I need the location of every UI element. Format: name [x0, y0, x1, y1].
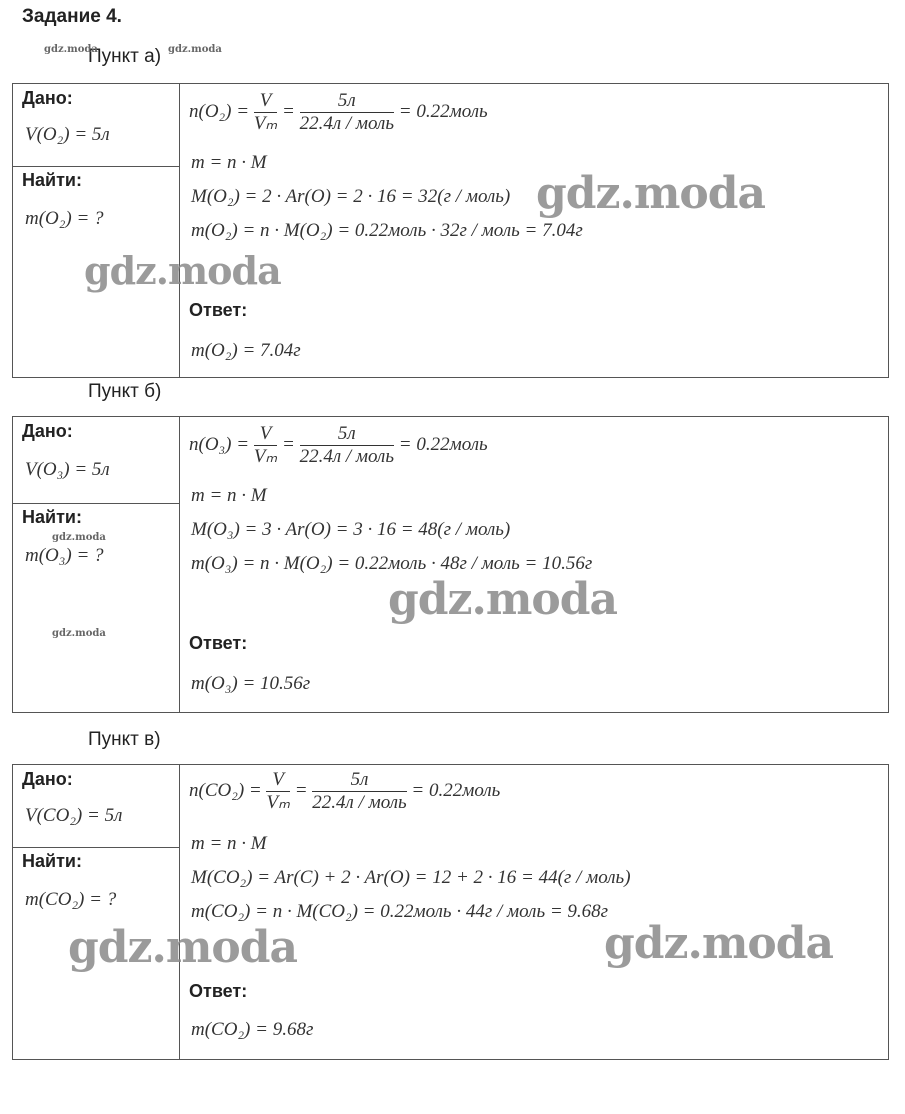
- watermark: gdz.moda: [84, 248, 281, 293]
- fraction-values: [312, 769, 406, 814]
- formula-molar-mass: M(O₂) = 2 · Ar(O) = 2 · 16 = 32(г / моль): [191, 186, 511, 207]
- formula-lhs: n(CO₂) =: [189, 779, 262, 801]
- formula-result: = 0.22моль: [411, 779, 501, 801]
- formula-molar-mass: M(CO₂) = Ar(C) + 2 · Ar(O) = 12 + 2 · 16 = 44(г / моль): [191, 867, 631, 888]
- given-label: Дано:: [22, 769, 73, 789]
- watermark: gdz.moda: [604, 918, 834, 969]
- fraction-numerator: 5л: [300, 423, 394, 446]
- punkt-a-label: Пункт а): [88, 46, 162, 67]
- given-label: Дано:: [22, 421, 73, 441]
- formula-calculation: m(CO₂) = n · M(CO₂) = 0.22моль · 44г / моль = 9.68г: [191, 901, 609, 922]
- formula-amount: n(O₃) = $\frac{V}{\text{Vₘ}}$ = $\frac{5л}{\text{22.4л / моль}}$ = 0.22моль: [189, 423, 488, 467]
- watermark: gdz.moda: [44, 44, 98, 55]
- answer-value: m(CO₂) = 9.68г: [191, 1019, 314, 1040]
- solution-block-b: [12, 416, 889, 713]
- punkt-c-label: Пункт в): [88, 729, 161, 750]
- fraction-values: [300, 90, 394, 135]
- find-label: Найти:: [22, 507, 82, 527]
- conditions-column: [13, 765, 180, 1059]
- formula-result: = 0.22моль: [398, 433, 488, 455]
- fraction-values: [300, 423, 394, 468]
- given-value: V(O₃) = 5л: [25, 459, 110, 480]
- fraction-numerator: V: [254, 90, 277, 113]
- find-label: Найти:: [22, 851, 82, 871]
- formula-result: = 0.22моль: [398, 100, 488, 122]
- solution-block-a: [12, 83, 889, 378]
- formula-amount: n(CO₂) = $\frac{V}{\text{Vₘ}}$ = $\frac{5л}{\text{22.4л / моль}}$ = 0.22моль: [189, 769, 501, 813]
- formula-lhs: n(O₂) =: [189, 100, 250, 122]
- solution-column: [180, 84, 888, 377]
- answer-label: Ответ:: [189, 300, 248, 320]
- fraction-v-vm: [254, 423, 277, 468]
- conditions-column: [13, 84, 180, 377]
- given-section: [13, 417, 179, 504]
- fraction-denominator: 22.4л / моль: [299, 113, 394, 134]
- watermark: gdz.moda: [168, 44, 222, 55]
- answer-value: m(O₂) = 7.04г: [191, 340, 301, 361]
- find-value: m(CO₂) = ?: [25, 889, 117, 910]
- watermark: gdz.moda: [52, 628, 106, 639]
- fraction-denominator: 22.4л / моль: [312, 792, 407, 813]
- fraction-denominator: 22.4л / моль: [299, 446, 394, 467]
- fraction-numerator: V: [254, 423, 277, 446]
- given-label: Дано:: [22, 88, 73, 108]
- given-value: V(O₂) = 5л: [25, 124, 110, 145]
- solution-column: [180, 417, 888, 712]
- solution-block-c: [12, 764, 889, 1060]
- find-label: Найти:: [22, 170, 82, 190]
- formula-mass: m = n · M: [191, 152, 267, 173]
- watermark: gdz.moda: [68, 922, 298, 973]
- fraction-numerator: 5л: [300, 90, 394, 113]
- answer-value: m(O₃) = 10.56г: [191, 673, 311, 694]
- watermark: gdz.moda: [388, 574, 618, 625]
- fraction-v-vm: [266, 769, 289, 814]
- given-value: V(CO₂) = 5л: [25, 805, 123, 826]
- given-section: [13, 765, 179, 848]
- formula-lhs: n(O₃) =: [189, 433, 250, 455]
- fraction-denominator: Vₘ: [253, 113, 278, 134]
- formula-molar-mass: M(O₃) = 3 · Ar(O) = 3 · 16 = 48(г / моль): [191, 519, 511, 540]
- fraction-numerator: 5л: [312, 769, 406, 792]
- formula-calculation: m(O₃) = n · M(O₂) = 0.22моль · 48г / моль = 10.56г: [191, 553, 593, 574]
- watermark: gdz.moda: [536, 168, 766, 219]
- fraction-denominator: Vₘ: [266, 792, 290, 813]
- fraction-v-vm: [254, 90, 277, 135]
- formula-amount: n(O₂) = $\frac{V}{\text{Vₘ}}$ = $\frac{5л}{\text{22.4л / моль}}$ = 0.22моль: [189, 90, 488, 134]
- solution-column: [180, 765, 888, 1059]
- answer-label: Ответ:: [189, 633, 248, 653]
- find-value: m(O₃) = ?: [25, 545, 104, 566]
- formula-mass: m = n · M: [191, 833, 267, 854]
- fraction-numerator: V: [266, 769, 289, 792]
- formula-mass: m = n · M: [191, 485, 267, 506]
- punkt-b-label: Пункт б): [88, 381, 162, 402]
- task-title: Задание 4.: [22, 6, 122, 27]
- given-section: [13, 84, 179, 167]
- conditions-column: [13, 417, 180, 712]
- fraction-denominator: Vₘ: [253, 446, 278, 467]
- formula-calculation: m(O₂) = n · M(O₂) = 0.22моль · 32г / моль = 7.04г: [191, 220, 583, 241]
- find-value: m(O₂) = ?: [25, 208, 104, 229]
- answer-label: Ответ:: [189, 981, 248, 1001]
- watermark: gdz.moda: [52, 532, 106, 543]
